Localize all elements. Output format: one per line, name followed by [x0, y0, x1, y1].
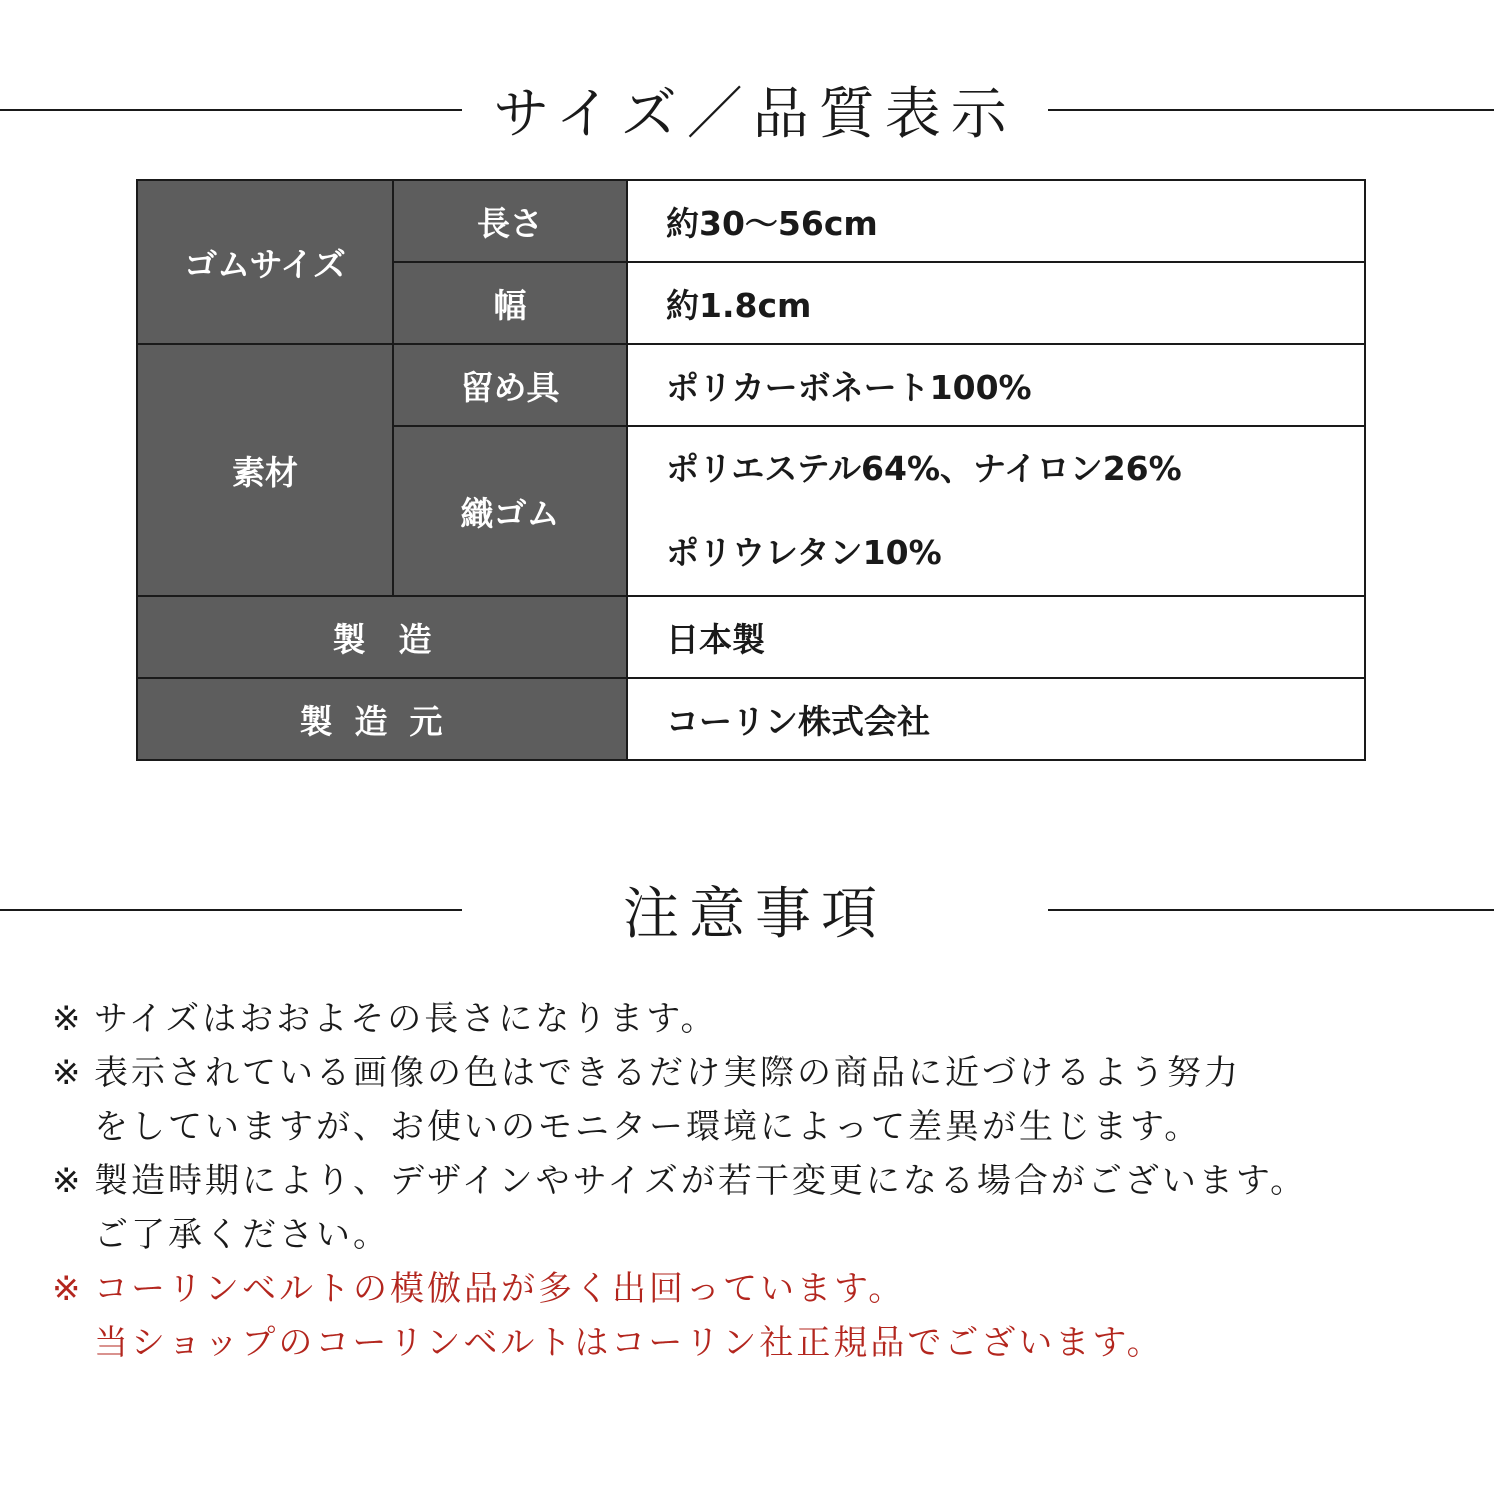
warning-text: コーリンベルトの模倣品が多く出回っています。 当ショップのコーリンベルトはコーリン社正規品でございます。 [94, 1269, 1164, 1363]
manufacture-header: 製 造 [137, 596, 627, 678]
note-mark: ※ [52, 1269, 84, 1309]
heading-rule-right [1048, 109, 1494, 111]
list-item [52, 1154, 1492, 1262]
woven-rubber-value-line1: ポリエステル64%、ナイロン26% [666, 449, 1182, 488]
rubber-size-header: ゴムサイズ [137, 180, 393, 344]
spec-section-heading [0, 72, 1500, 148]
note-text: サイズはおおよその長さになります。 [94, 999, 718, 1039]
woven-rubber-value [627, 426, 1365, 596]
note-mark: ※ [52, 1161, 84, 1201]
note-mark: ※ [52, 999, 84, 1039]
notes-section-heading [0, 872, 1500, 948]
note-mark: ※ [52, 1053, 84, 1093]
table-row [137, 678, 1365, 760]
fastener-value: ポリカーボネート100% [627, 344, 1365, 426]
woven-rubber-value-line2: ポリウレタン10% [666, 533, 942, 572]
note-text: 表示されている画像の色はできるだけ実際の商品に近づけるよう努力 をしていますが、お使いのモニター環境によって差異が生じます。 [94, 1053, 1241, 1147]
spec-section-title: サイズ／品質表示 [493, 82, 1017, 147]
woven-rubber-header: 織ゴム [393, 426, 627, 596]
list-item [52, 1046, 1492, 1154]
list-item [52, 992, 1492, 1046]
table-row [137, 180, 1365, 262]
warning-note [52, 1262, 1492, 1370]
notes-section-title: 注意事項 [623, 882, 887, 947]
fastener-header: 留め具 [393, 344, 627, 426]
length-value: 約30〜56cm [627, 180, 1365, 262]
manufacturer-header: 製造元 [137, 678, 627, 760]
material-header: 素材 [137, 344, 393, 596]
width-value: 約1.8cm [627, 262, 1365, 344]
heading-rule-right [1048, 909, 1494, 911]
table-row [137, 344, 1365, 426]
heading-rule-left [0, 109, 462, 111]
length-header: 長さ [393, 180, 627, 262]
spec-table [136, 179, 1366, 761]
notes-list [52, 992, 1492, 1370]
manufacture-value: 日本製 [627, 596, 1365, 678]
heading-rule-left [0, 909, 462, 911]
note-text: 製造時期により、デザインやサイズが若干変更になる場合がございます。 ご了承ください。 [94, 1161, 1308, 1255]
table-row [137, 596, 1365, 678]
manufacturer-value: コーリン株式会社 [627, 678, 1365, 760]
width-header: 幅 [393, 262, 627, 344]
